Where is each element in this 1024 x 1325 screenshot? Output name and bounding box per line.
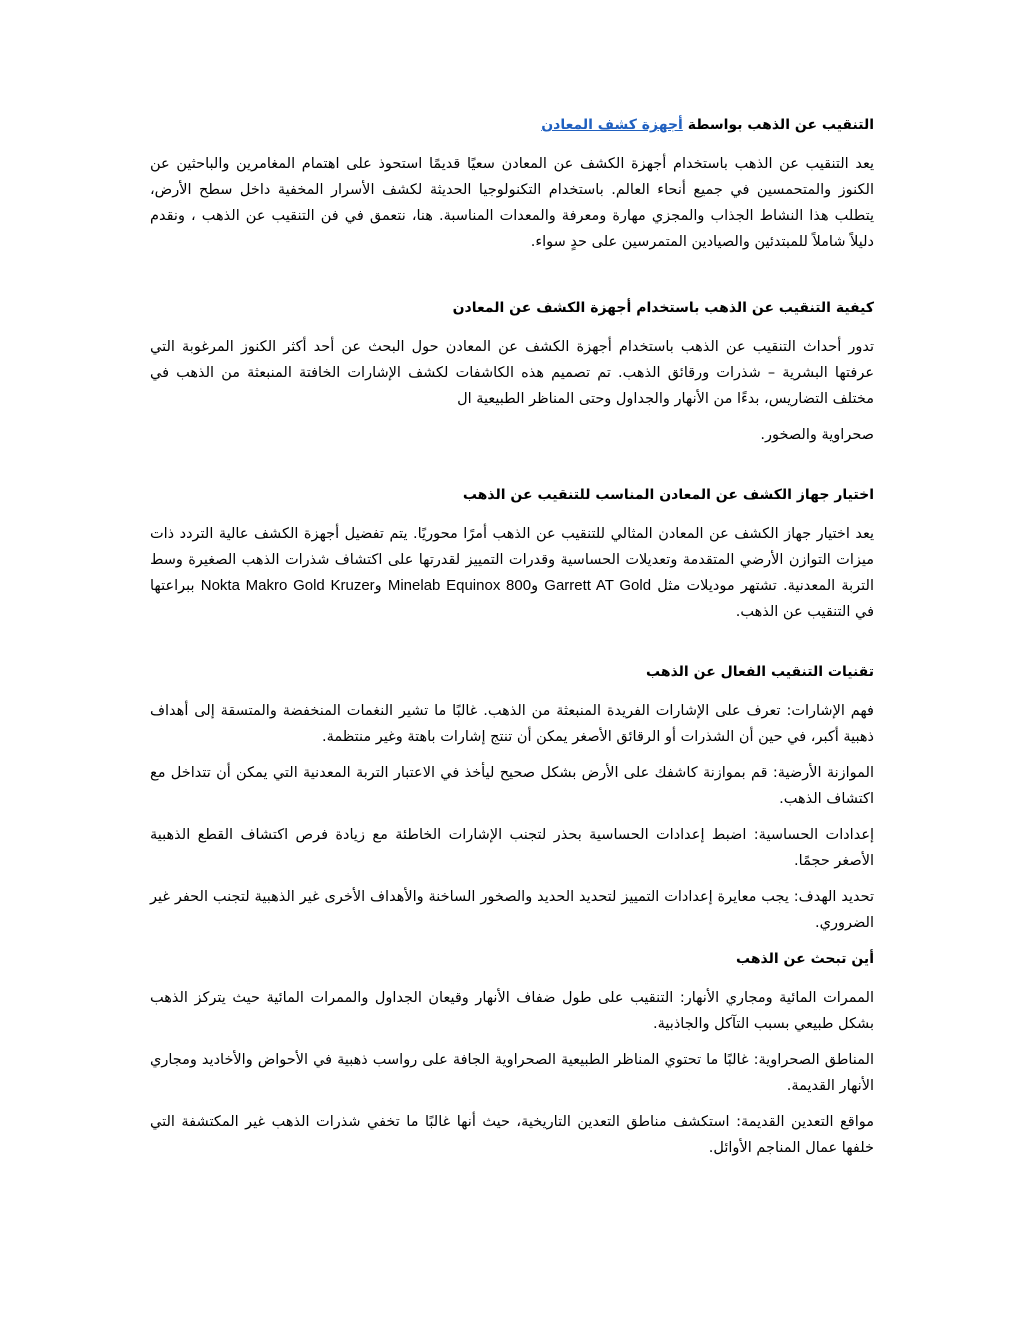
- location-item: المناطق الصحراوية: غالبًا ما تحتوي المناظر الطبيعية الصحراوية الجافة على رواسب ذهبية في الأحواض والأخاديد ومجاري الأنهار القديمة.: [150, 1052, 874, 1094]
- location-item: الممرات المائية ومجاري الأنهار: التنقيب على طول ضفاف الأنهار وقيعان الجداول والممرات المائية حيث يتركز الذهب بشكل طبيعي بسبب التآكل والجاذبية.: [150, 990, 874, 1032]
- intro-paragraph: يعد التنقيب عن الذهب باستخدام أجهزة الكشف عن المعادن سعيًا قديمًا استحوذ على اهتمام المغامرين والباحثين عن الكنوز والمتحمسين في جميع أنحاء العالم. باستخدام التكنولوجيا الحديثة لكشف الأسرار المخفية داخل سطح الأرض، يتطلب هذا النشاط الجذاب والمجزي مهارة ومعرفة والمعدات المناسبة. هنا، نتعمق في فن التنقيب عن الذهب ، ونقدم دليلاً شاملاً للمبتدئين والصيادين المتمرسين على حدٍ سواء.: [150, 156, 874, 250]
- article-title: [150, 112, 874, 138]
- section-how-paragraph-2: صحراوية والصخور.: [760, 427, 874, 443]
- technique-item: إعدادات الحساسية: اضبط إعدادات الحساسية بحذر لتجنب الإشارات الخاطئة مع زيادة فرص اكتشاف القطع الذهبية الأصغر حجمًا.: [150, 827, 874, 869]
- section-where-heading: أين تبحث عن الذهب: [736, 951, 874, 967]
- section-techniques-heading: تقنيات التنقيب الفعال عن الذهب: [646, 664, 874, 680]
- section-techniques: [150, 659, 874, 936]
- technique-item: الموازنة الأرضية: قم بموازنة كاشفك على الأرض بشكل صحيح ليأخذ في الاعتبار التربة المعدنية التي يمكن أن تتداخل مع اكتشاف الذهب.: [150, 765, 874, 807]
- conjunction-1: و: [531, 578, 539, 594]
- section-how-heading: كيفية التنقيب عن الذهب باستخدام أجهزة الكشف عن المعادن: [452, 300, 874, 316]
- model-garrett: Garrett AT Gold: [544, 577, 652, 594]
- model-nokta: Nokta Makro Gold Kruzer: [200, 577, 375, 594]
- choose-text-after: ببراعتها في التنقيب عن الذهب.: [150, 578, 874, 620]
- section-how: [150, 295, 874, 448]
- choose-text-before: يعد اختيار جهاز الكشف عن المعادن المثالي للتنقيب عن الذهب أمرًا محوريًا. يتم تفضيل أجهزة الكشف عالية التردد ذات ميزات التوازن الأرضي المتقدمة وتعديلات الحساسية وقدرات التمييز لقدرتها على اكتشاف شذرات الذهب الصغيرة وسط التربة المعدنية. تشتهر موديلات مثل: [150, 526, 874, 594]
- technique-item: تحديد الهدف: يجب معايرة إعدادات التمييز لتحديد الحديد والصخور الساخنة والأهداف الأخرى غير الذهبية لتجنب الحفر غير الضروري.: [150, 889, 874, 931]
- section-choose-heading: اختيار جهاز الكشف عن المعادن المناسب للتنقيب عن الذهب: [462, 487, 874, 503]
- section-where: [150, 946, 874, 1161]
- title-link[interactable]: أجهزة كشف المعادن: [541, 117, 683, 133]
- section-choose-paragraph: [150, 521, 874, 625]
- article-body: [150, 112, 874, 1171]
- section-choose: [150, 482, 874, 625]
- location-item: مواقع التعدين القديمة: استكشف مناطق التعدين التاريخية، حيث أنها غالبًا ما تخفي شذرات الذهب غير المكتشفة التي خلفها عمال المناجم الأوائل.: [150, 1114, 874, 1156]
- technique-item: فهم الإشارات: تعرف على الإشارات الفريدة المنبعثة من الذهب. غالبًا ما تشير النغمات المنخفضة والمتسقة إلى أهداف ذهبية أكبر، في حين أن الشذرات أو الرقائق الأصغر يمكن أن تنتج إشارات باهتة وغير منتظمة.: [150, 703, 874, 745]
- title-prefix: التنقيب عن الذهب بواسطة: [687, 117, 874, 133]
- conjunction-2: و: [374, 578, 382, 594]
- model-minelab: Minelab Equinox 800: [387, 577, 532, 594]
- section-how-paragraph-1: تدور أحداث التنقيب عن الذهب باستخدام أجهزة الكشف عن المعادن حول البحث عن أحد أكثر الكنوز المرغوبة التي عرفتها البشرية – شذرات ورقائق الذهب. تم تصميم هذه الكاشفات لكشف الإشارات الخافتة المنبعثة من الذهب في مختلف التضاريس، بدءًا من الأنهار والجداول وحتى المناظر الطبيعية ال: [150, 339, 874, 407]
